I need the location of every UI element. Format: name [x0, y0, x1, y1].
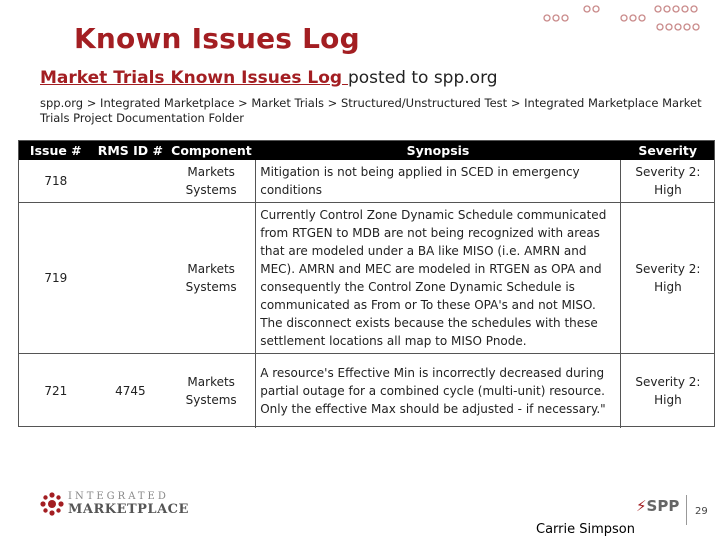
- breadcrumb-path: spp.org > Integrated Marketplace > Market Trials > Structured/Unstructured Test > Integrated Marketplace Market Trials Project Documentation Folder: [40, 96, 702, 125]
- issue-cell: 719: [18, 203, 94, 354]
- synopsis-cell: Mitigation is not being applied in SCED in emergency conditions: [256, 160, 621, 203]
- severity-cell: Severity 2: High: [635, 374, 701, 407]
- subtitle-rest: posted to spp.org: [347, 68, 498, 88]
- header-issue: Issue #: [18, 140, 94, 160]
- header-severity: Severity: [620, 140, 715, 160]
- header-synopsis: Synopsis: [256, 140, 621, 160]
- component-cell: Markets Systems: [185, 374, 237, 407]
- known-issues-log-link[interactable]: Market Trials Known Issues Log: [40, 68, 348, 88]
- synopsis-cell: Currently Control Zone Dynamic Schedule communicated from RTGEN to MDB are not being recognized with areas that are modeled under a BA like MISO (i.e. AMRN and MEC). AMRN and MEC are modeled in RTGEN as OPA and consequently the Control Zone Dynamic Schedule is communicated as From or To these OPA's and not MISO. The disconnect exists because the schedules with these settlement locations all map to MISO Pnode.: [256, 203, 621, 354]
- page-number: 29: [695, 506, 708, 517]
- table-header-row: [18, 140, 715, 160]
- issue-cell: 718: [18, 160, 94, 203]
- synopsis-cell: A resource's Effective Min is incorrectly decreased during partial outage for a combined cycle (multi-unit) resource. Only the effective Max should be adjusted - if necessary.": [256, 354, 621, 428]
- component-cell: Markets Systems: [167, 203, 256, 354]
- footer-divider: [686, 495, 687, 525]
- presenter-name: Carrie Simpson: [536, 522, 635, 537]
- known-issues-table: [18, 140, 715, 428]
- rms-cell: [94, 160, 168, 203]
- table-row: [18, 160, 715, 203]
- logo-text-integrated: INTEGRATED: [68, 491, 169, 502]
- component-cell: Markets Systems: [167, 160, 256, 203]
- header-rms-id: RMS ID #: [94, 140, 168, 160]
- severity-cell: Severity 2: High: [620, 203, 715, 354]
- spp-logo: [636, 497, 679, 515]
- decorative-circles: [490, 0, 720, 55]
- subtitle: [40, 68, 498, 88]
- header-component: Component: [167, 140, 256, 160]
- rms-cell: 4745: [115, 383, 146, 398]
- severity-cell: Severity 2: High: [620, 160, 715, 203]
- table-row: [18, 203, 715, 354]
- logo-text-marketplace: MARKETPLACE: [68, 502, 189, 517]
- issue-cell: 721: [44, 383, 68, 398]
- spp-logo-text: SPP: [646, 497, 680, 515]
- rms-cell: [94, 203, 168, 354]
- page-title: Known Issues Log: [74, 22, 360, 55]
- table-row: [18, 354, 715, 428]
- spp-bolt-icon: ⚡: [636, 497, 647, 515]
